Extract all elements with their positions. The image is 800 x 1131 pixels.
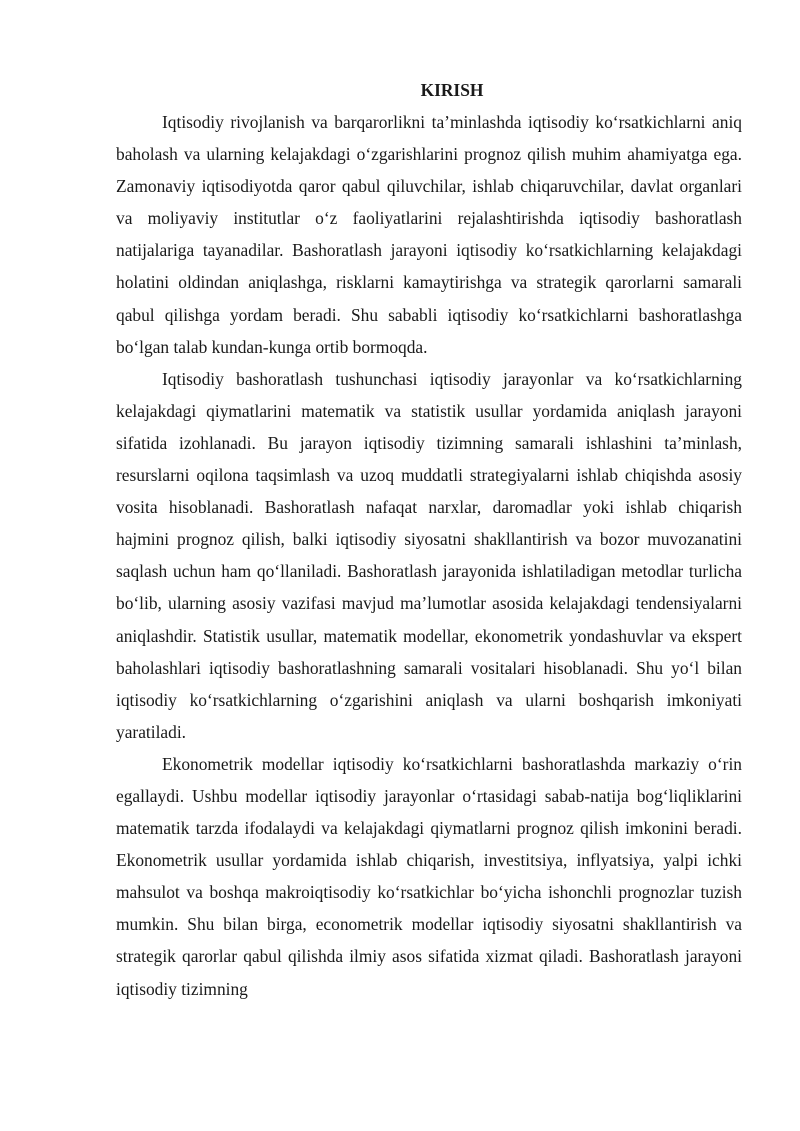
document-body — [116, 74, 742, 1005]
paragraph-2: Iqtisodiy bashoratlash tushunchasi iqtisodiy jarayonlar va ko‘rsatkichlarning kelajakdagi qiymatlarini matematik va statistik usullar yordamida aniqlash jarayoni sifatida izohlanadi. Bu jarayon iqtisodiy tizimning samarali ishlashini ta’minlash, resurslarni oqilona taqsimlash va uzoq muddatli strategiyalarni ishlab chiqishda asosiy vosita hisoblanadi. Bashoratlash nafaqat narxlar, daromadlar yoki ishlab chiqarish hajmini prognoz qilish, balki iqtisodiy siyosatni shakllantirish va bozor muvozanatini saqlash uchun ham qo‘llaniladi. Bashoratlash jarayonida ishlatiladigan metodlar turlicha bo‘lib, ularning asosiy vazifasi mavjud ma’lumotlar asosida kelajakdagi tendensiyalarni aniqlashdir. Statistik usullar, matematik modellar, ekonometrik yondashuvlar va ekspert baholashlari iqtisodiy bashoratlashning samarali vositalari hisoblanadi. Shu yo‘l bilan iqtisodiy ko‘rsatkichlarning o‘zgarishini aniqlash va ularni boshqarish imkoniyati yaratiladi. — [116, 368, 742, 742]
paragraph-3: Ekonometrik modellar iqtisodiy ko‘rsatkichlarni bashoratlashda markaziy o‘rin egallaydi. Ushbu modellar iqtisodiy jarayonlar o‘rtasidagi sabab-natija bog‘liqliklarini matematik tarzda ifodalaydi va kelajakdagi qiymatlarni prognoz qilish imkonini beradi. Ekonometrik usullar yordamida ishlab chiqarish, investitsiya, inflyatsiya, yalpi ichki mahsulot va boshqa makroiqtisodiy ko‘rsatkichlar bo‘yicha ishonchli prognozlar tuzish mumkin. Shu bilan birga, econometrik modellar iqtisodiy siyosatni shakllantirish va strategik qarorlar qabul qilishda ilmiy asos sifatida xizmat qiladi. Bashoratlash jarayoni iqtisodiy tizimning — [116, 753, 742, 999]
paragraph-1: Iqtisodiy rivojlanish va barqarorlikni ta’minlashda iqtisodiy ko‘rsatkichlarni aniq baholash va ularning kelajakdagi o‘zgarishlarini prognoz qilish muhim ahamiyatga ega. Zamonaviy iqtisodiyotda qaror qabul qiluvchilar, ishlab chiqaruvchilar, davlat organlari va moliyaviy institutlar o‘z faoliyatlarini rejalashtirishda iqtisodiy bashoratlash natijalariga tayanadilar. Bashoratlash jarayoni iqtisodiy ko‘rsatkichlarning kelajakdagi holatini oldindan aniqlashga, risklarni kamaytirishga va strategik qarorlarni samarali qabul qilishga yordam beradi. Shu sababli iqtisodiy ko‘rsatkichlarni bashoratlashga bo‘lgan talab kundan-kunga ortib bormoqda. — [116, 112, 742, 357]
section-title: KIRISH — [420, 80, 484, 100]
